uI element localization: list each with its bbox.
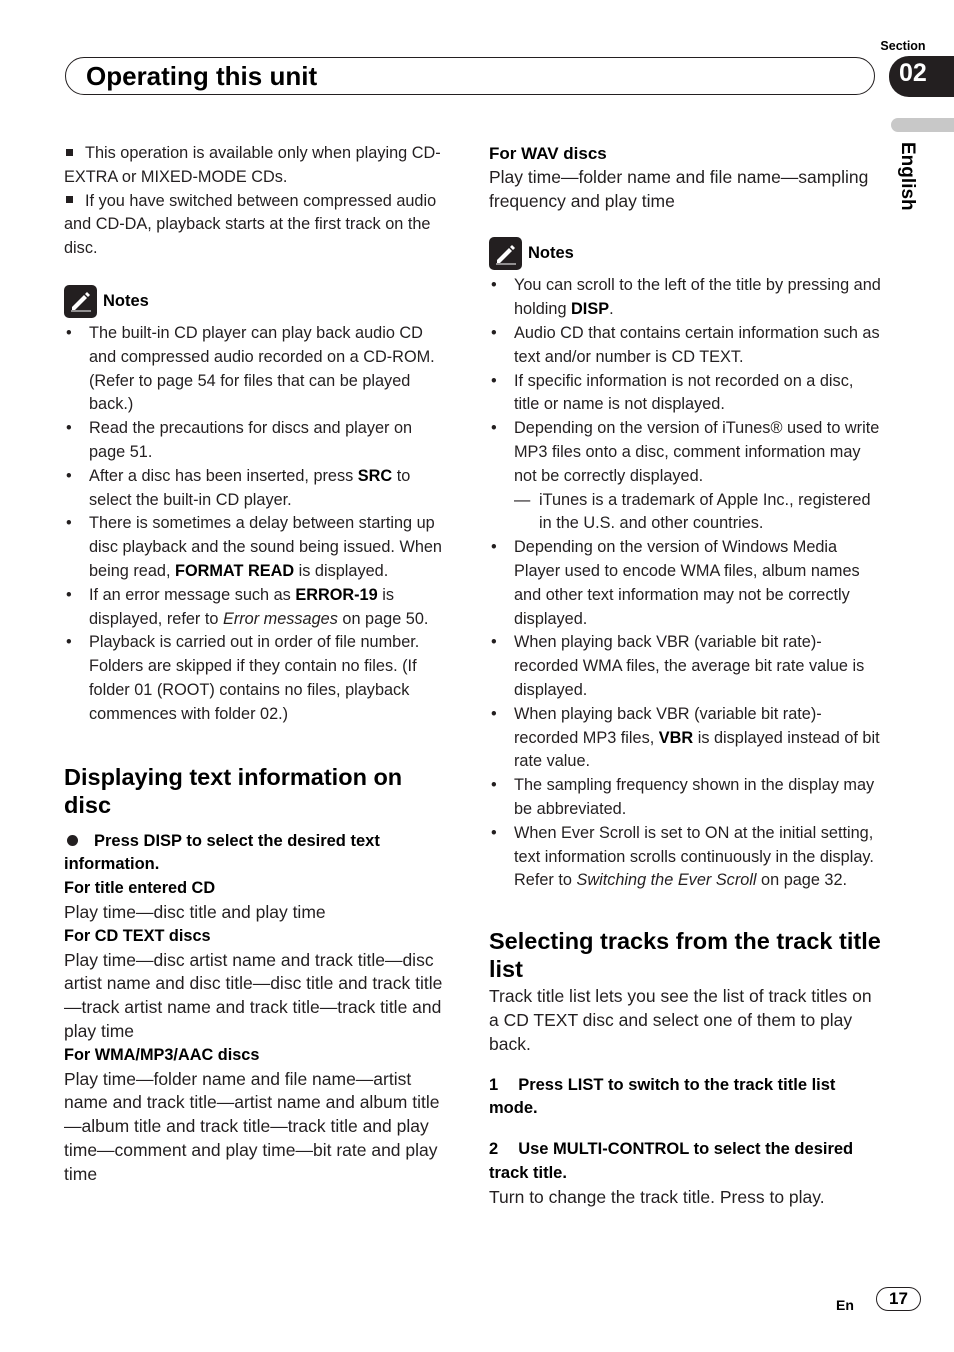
right-column xyxy=(489,142,881,1209)
section-number-badge xyxy=(889,56,954,97)
mode-label: For title entered CD xyxy=(64,879,216,898)
list-item: • If an error message such as ERROR-19 is displayed, refer to Error messages on page 50. xyxy=(64,584,450,632)
mode-label: For WMA/MP3/AAC discs xyxy=(64,1045,260,1064)
list-item: • The built-in CD player can play back audio CD and compressed audio recorded on a CD-ROM. (Refer to page 54 for files that can be played back.) xyxy=(64,322,450,417)
notes-list xyxy=(64,322,450,727)
list-item: • Audio CD that contains certain information such as text and/or number is CD TEXT. xyxy=(489,322,881,370)
list-item: • You can scroll to the left of the title by pressing and holding DISP. xyxy=(489,274,881,322)
step-2: 2 Use MULTI-CONTROL to select the desired track title. xyxy=(489,1140,854,1182)
list-item: • Playback is carried out in order of file number. Folders are skipped if they contain no files. (If folder 01 (ROOT) contains no files, playback commences with folder 02.) xyxy=(64,631,450,726)
list-item: • When playing back VBR (variable bit rate)-recorded MP3 files, VBR is displayed instead of bit rate value. xyxy=(489,703,881,774)
step-1: 1 Press LIST to switch to the track title list mode. xyxy=(489,1075,836,1118)
page-title: Operating this unit xyxy=(86,61,318,91)
step-2-text: Turn to change the track title. Press to play. xyxy=(489,1186,825,1207)
list-item: • There is sometimes a delay between starting up disc playback and the sound being issued. When being read, FORMAT READ is displayed. xyxy=(64,512,450,583)
notes-pencil-icon xyxy=(489,237,522,270)
list-item: • When Ever Scroll is set to ON at the initial setting, text information scrolls continuously in the display. Refer to Switching the Ever Scroll on page 32. xyxy=(489,822,881,893)
list-item: • Depending on the version of Windows Media Player used to encode WMA files, album names and other text information may not be correctly displayed. xyxy=(489,536,881,631)
list-item: • Depending on the version of iTunes® used to write MP3 files onto a disc, comment information may not be correctly displayed. xyxy=(489,417,881,488)
header-bar xyxy=(65,57,875,95)
section-number: 02 xyxy=(899,59,927,87)
instruction: Press DISP to select the desired text information. xyxy=(64,831,380,874)
language-tab-bar xyxy=(891,118,954,132)
notes-header xyxy=(489,237,881,270)
notes-list-continued xyxy=(489,536,881,893)
notes-title: Notes xyxy=(528,244,574,263)
sub-note: — iTunes is a trademark of Apple Inc., registered in the U.S. and other countries. xyxy=(489,489,881,537)
page-number: 17 xyxy=(876,1287,921,1311)
square-bullet-item: This operation is available only when playing CD-EXTRA or MIXED-MODE CDs. xyxy=(64,144,441,186)
list-item: • If specific information is not recorded on a disc, title or name is not displayed. xyxy=(489,370,881,418)
section-heading-display-text: Displaying text information on disc xyxy=(64,763,403,818)
notes-header xyxy=(64,285,450,318)
mode-label: For WAV discs xyxy=(489,144,607,163)
mode-text: Play time—disc artist name and track title—disc artist name and disc title—disc title and track title—track artist name and track title—track title and play time xyxy=(64,949,443,1041)
list-item: • Read the precautions for discs and player on page 51. xyxy=(64,417,450,465)
language-tab-label: English xyxy=(897,142,918,211)
notes-list xyxy=(489,274,881,488)
footer-language: En xyxy=(836,1297,854,1313)
list-item: • When playing back VBR (variable bit rate)-recorded WMA files, the average bit rate value is displayed. xyxy=(489,631,881,702)
section-label: Section xyxy=(880,39,926,53)
mode-text: Play time—disc title and play time xyxy=(64,901,326,922)
circle-bullet-icon xyxy=(67,835,78,846)
square-bullet-icon xyxy=(66,149,73,156)
list-item: • The sampling frequency shown in the display may be abbreviated. xyxy=(489,774,881,822)
notes-pencil-icon xyxy=(64,285,97,318)
mode-text: Play time—folder name and file name—sampling frequency and play time xyxy=(489,166,869,211)
section-intro: Track title list lets you see the list of track titles on a CD TEXT disc and select one of them to play back. xyxy=(489,986,872,1054)
square-bullet-icon xyxy=(66,196,73,203)
square-bullet-item: If you have switched between compressed audio and CD-DA, playback starts at the first track on the disc. xyxy=(64,191,437,258)
section-heading-track-list: Selecting tracks from the track title list xyxy=(489,928,881,983)
mode-label: For CD TEXT discs xyxy=(64,926,211,945)
list-item: • After a disc has been inserted, press SRC to select the built-in CD player. xyxy=(64,465,450,513)
notes-title: Notes xyxy=(103,291,149,310)
mode-text: Play time—folder name and file name—artist name and track title—artist name and album title—album title and track title—track title and play time—comment and play time—bit rate and play time xyxy=(64,1068,440,1184)
left-column xyxy=(64,142,450,1186)
